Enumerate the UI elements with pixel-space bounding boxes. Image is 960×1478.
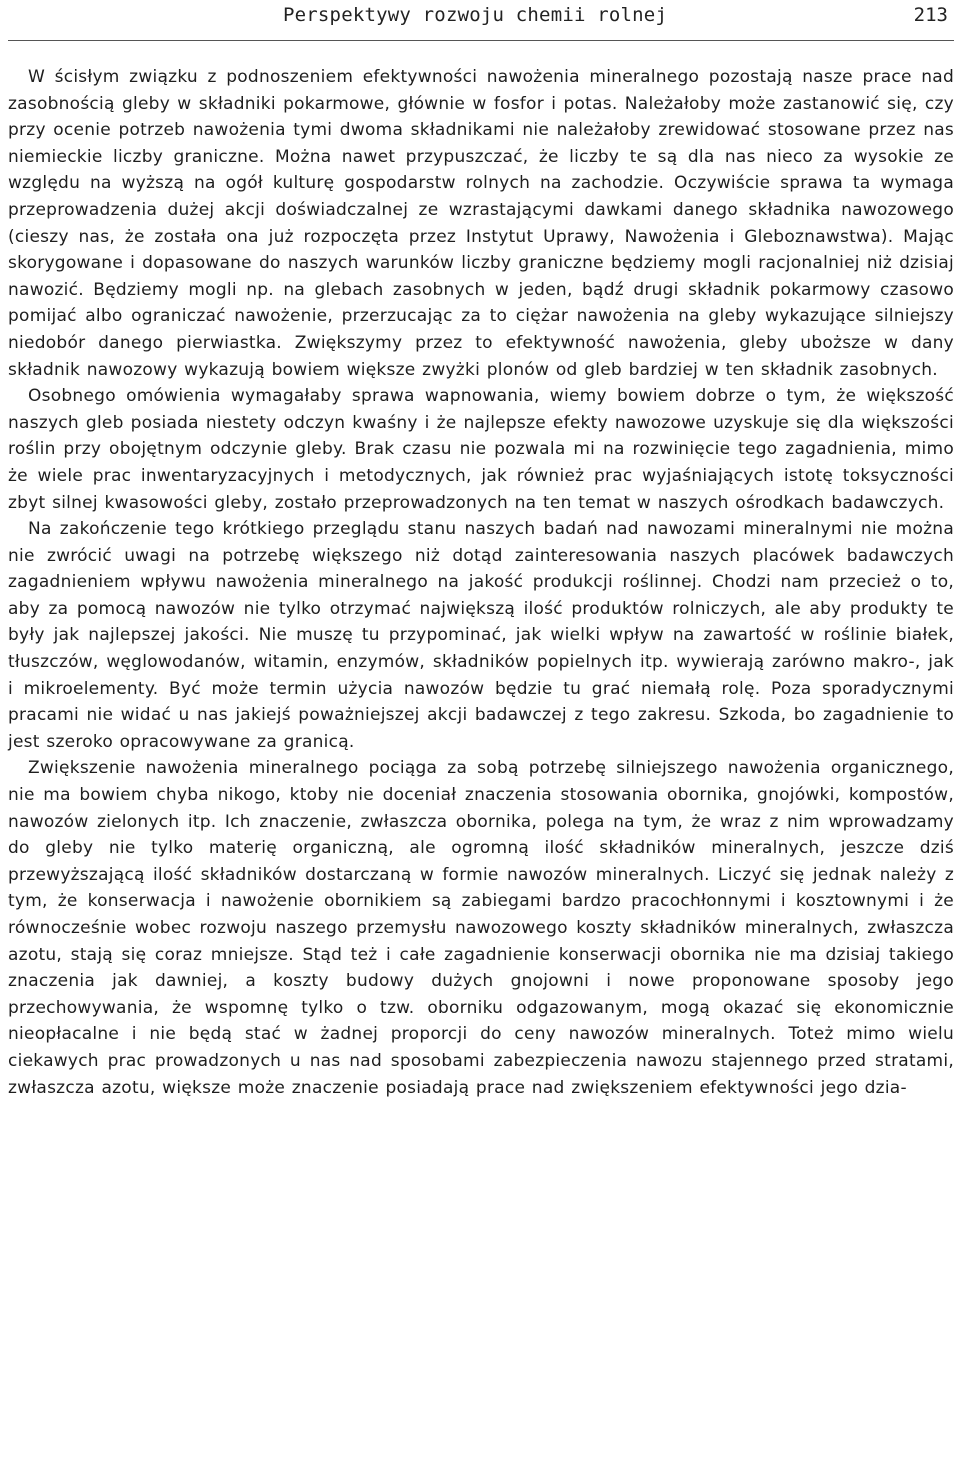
- paragraph-organic-fertilization: Zwiększenie nawożenia mineralnego pociąga za sobą potrzebę silniejszego nawożenia organicznego, nie ma bowiem chyba nikogo, ktoby nie doceniał znaczenia stosowania obornika, gnojówki, kompostów, nawozów zielonych itp. Ich znaczenie, zwłaszcza obornika, polega na tym, że wraz z nim wprowadzamy do gleby nie tylko materię organiczną, ale ogromną ilość składników mineralnych, jeszcze dziś przewyższającą ilość składników dostarczaną w formie nawozów mineralnych. Liczyć się jednak należy z tym, że konserwacja i nawożenie obornikiem są zabiegami bardzo pracochłonnymi i kosztownymi i że równocześnie wobec rozwoju naszego przemysłu nawozowego koszty składników mineralnych, zwłaszcza azotu, stają się coraz mniejsze. Stąd też i całe zagadnienie konserwacji obornika nie ma dzisiaj takiego znaczenia jak dawniej, a koszty budowy dużych gnojowni i nowe proponowane sposoby jego przechowywania, że wspomnę tylko o tzw. oborniku odgazowanym, mogą okazać się ekonomicznie nieopłacalne i nie będą stać w żadnej proporcji do ceny nawozów mineralnych. Toteż mimo wielu ciekawych prac prowadzonych u nas nad sposobami zabezpieczenia nawozu stajennego przed stratami, zwłaszcza azotu, większe może znaczenie posiadają prace nad zwiększeniem efektywności jego dzia-: [8, 758, 954, 1098]
- running-title: Perspektywy rozwoju chemii rolnej: [283, 4, 668, 26]
- paragraph-liming: Osobnego omówienia wymagałaby sprawa wapnowania, wiemy bowiem dobrze o tym, że większość naszych gleb posiada niestety odczyn kwaśny i że najlepsze efekty nawozowe uzyskuje się dla większości roślin przy obojętnym odczynie gleby. Brak czasu nie pozwala mi na rozwinięcie tego zagadnienia, mimo że wiele prac inwentaryzacyjnych i metodycznych, jak również prac wyjaśniających istotę toksyczności zbyt silnej kwasowości gleby, zostało przeprowadzonych na ten temat w naszych ośrodkach badawczych.: [8, 386, 954, 513]
- running-header: [8, 0, 954, 41]
- page-number: 213: [913, 4, 948, 26]
- body-text: [8, 64, 954, 1101]
- paragraph-fertilization-efficiency: W ścisłym związku z podnoszeniem efektywności nawożenia mineralnego pozostają nasze prace nad zasobnością gleby w składniki pokarmowe, głównie w fosfor i potas. Należałoby może zastanowić się, czy przy ocenie potrzeb nawożenia tymi dwoma składnikami nie należałoby zrewidować stosowane przez nas niemieckie liczby graniczne. Można nawet przypuszczać, że liczby te są dla nas nieco za wysokie ze względu na wyższą na ogół kulturę gospodarstw rolnych na zachodzie. Oczywiście sprawa ta wymaga przeprowadzenia dużej akcji doświadczalnej ze wzrastającymi dawkami danego składnika nawozowego (cieszy nas, że została ona już rozpoczęta przez Instytut Uprawy, Nawożenia i Gleboznawstwa). Mając skorygowane i dopasowane do naszych warunków liczby graniczne będziemy mogli racjonalniej niż dzisiaj nawozić. Będziemy mogli np. na glebach zasobnych w jeden, bądź drugi składnik pokarmowy czasowo pomijać albo ograniczać nawożenie, przerzucając za to ciężar nawożenia na gleby wykazujące silniejszy niedobór danego pierwiastka. Zwiększymy przez to efektywność nawożenia, gleby uboższe w dany składnik nawozowy wykazują bowiem większe zwyżki plonów od gleb bardziej w ten składnik zasobnych.: [8, 67, 954, 380]
- paragraph-crop-quality: Na zakończenie tego krótkiego przeglądu stanu naszych badań nad nawozami mineralnymi nie można nie zwrócić uwagi na potrzebę większego niż dotąd zainteresowania naszych placówek badawczych zagadnieniem wpływu nawożenia mineralnego na jakość produkcji roślinnej. Chodzi nam przecież o to, aby za pomocą nawozów nie tylko otrzymać największą ilość produktów rolniczych, ale aby produkty te były jak najlepszej jakości. Nie muszę tu przypominać, jak wielki wpływ na zawartość w roślinie białek, tłuszczów, węglowodanów, witamin, enzymów, składników popielnych itp. wywierają zarówno makro-, jak i mikroelementy. Być może termin użycia nawozów będzie tu grać niemałą rolę. Poza sporadycznymi pracami nie widać u nas jakiejś poważniejszej akcji badawczej z tego zakresu. Szkoda, bo zagadnienie to jest szeroko opracowywane za granicą.: [8, 519, 954, 752]
